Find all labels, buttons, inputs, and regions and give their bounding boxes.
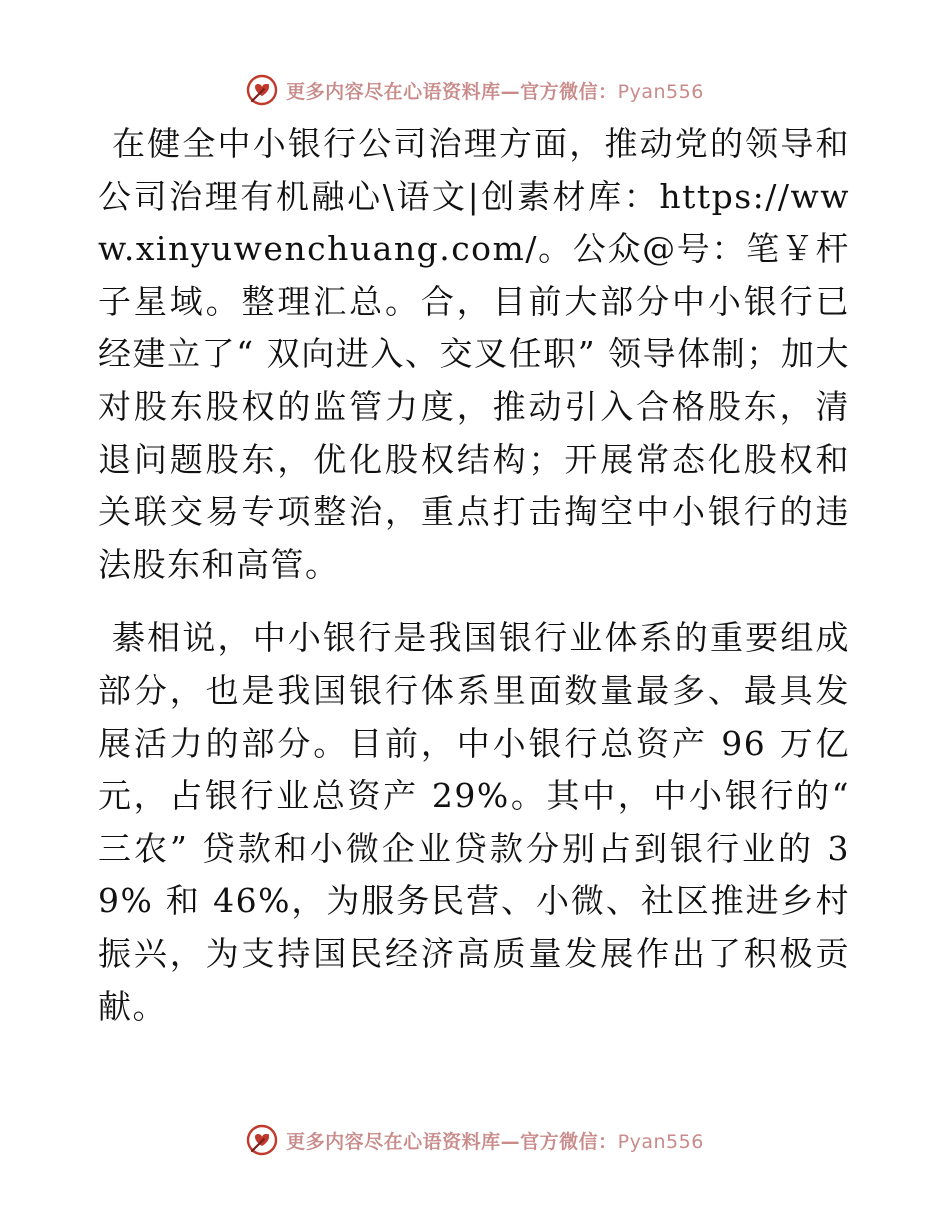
footer-watermark-banner bbox=[0, 1120, 950, 1160]
header-watermark-banner bbox=[0, 70, 950, 110]
paragraph-corporate-governance: 在健全中小银行公司治理方面，推动党的领导和公司治理有机融心\语文|创素材库：https://www.xinyuwenchuang.com/。公众@号：笔￥杆子星域。整理汇总。合，目前大部分中小银行已经建立了“ 双向进入、交叉任职” 领导体制；加大对股东股权的监管力度，推动引入合格股东，清退问题股东，优化股权结构；开展常态化股权和关联交易专项整治，重点打击掏空中小银行的违法股东和高管。 bbox=[98, 124, 850, 584]
document-body bbox=[98, 118, 850, 1033]
red-heart-pen-logo-icon bbox=[246, 74, 278, 106]
paragraph-small-banks-overview: 綦相说，中小银行是我国银行业体系的重要组成部分，也是我国银行体系里面数量最多、最具发展活力的部分。目前，中小银行总资产 96 万亿元，占银行业总资产 29%。其中，中小银行的“ 三农” 贷款和小微企业贷款分别占到银行业的 39% 和 46%，为服务民营、小微、社区推进乡村振兴，为支持国民经济高质量发展作出了积极贡献。 bbox=[98, 618, 850, 1026]
red-heart-pen-logo-icon bbox=[246, 1124, 278, 1156]
watermark-text: 更多内容尽在心语资料库—官方微信：Pyan556 bbox=[286, 80, 704, 103]
wechat-handle: Pyan556 bbox=[617, 1130, 704, 1153]
watermark-text: 更多内容尽在心语资料库—官方微信：Pyan556 bbox=[286, 1130, 704, 1153]
wechat-handle: Pyan556 bbox=[617, 80, 704, 103]
